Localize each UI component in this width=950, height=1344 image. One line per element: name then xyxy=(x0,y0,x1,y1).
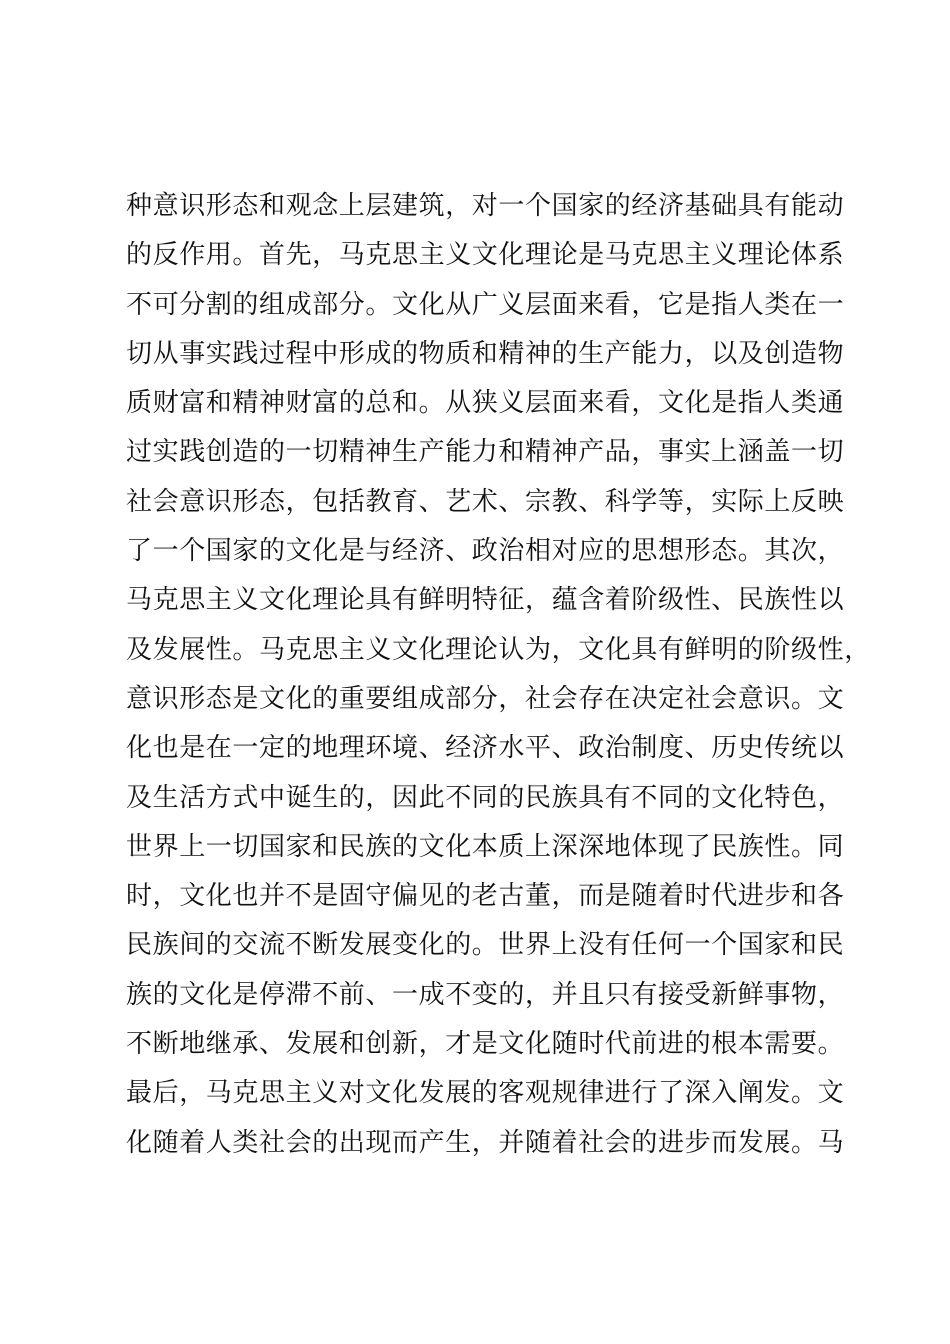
text-line: 时，文化也并不是固守偏见的老古董，而是随着时代进步和各 xyxy=(126,881,845,912)
text-line: 世界上一切国家和民族的文化本质上深深地体现了民族性。同 xyxy=(126,831,845,862)
body-text xyxy=(126,182,871,1168)
text-line: 过实践创造的一切精神生产能力和精神产品，事实上涵盖一切 xyxy=(126,437,845,468)
text-line: 种意识形态和观念上层建筑，对一个国家的经济基础具有能动 xyxy=(126,191,845,221)
text-line: 及生活方式中诞生的，因此不同的民族具有不同的文化特色， xyxy=(126,782,845,813)
text-line: 民族间的交流不断发展变化的。世界上没有任何一个国家和民 xyxy=(126,930,845,961)
text-line: 切从事实践过程中形成的物质和精神的生产能力，以及创造物 xyxy=(126,338,845,369)
text-line: 社会意识形态，包括教育、艺术、宗教、科学等，实际上反映 xyxy=(126,486,845,517)
text-line: 化随着人类社会的出现而产生，并随着社会的进步而发展。马 xyxy=(126,1127,845,1158)
text-line: 不断地继承、发展和创新，才是文化随时代前进的根本需要。 xyxy=(126,1029,845,1060)
text-line: 族的文化是停滞不前、一成不变的，并且只有接受新鲜事物， xyxy=(126,979,845,1010)
text-line: 意识形态是文化的重要组成部分，社会存在决定社会意识。文 xyxy=(126,683,845,714)
text-line: 及发展性。马克思主义文化理论认为，文化具有鲜明的阶级性， xyxy=(126,634,871,665)
text-line: 了一个国家的文化是与经济、政治相对应的思想形态。其次， xyxy=(126,536,845,567)
text-line: 不可分割的组成部分。文化从广义层面来看，它是指人类在一 xyxy=(126,289,845,320)
text-line: 马克思主义文化理论具有鲜明特征，蕴含着阶级性、民族性以 xyxy=(126,585,845,616)
text-line: 最后，马克思主义对文化发展的客观规律进行了深入阐发。文 xyxy=(126,1078,845,1109)
text-line: 质财富和精神财富的总和。从狭义层面来看，文化是指人类通 xyxy=(126,388,845,419)
text-line: 的反作用。首先，马克思主义文化理论是马克思主义理论体系 xyxy=(126,240,845,271)
text-line: 化也是在一定的地理环境、经济水平、政治制度、历史传统以 xyxy=(126,733,845,764)
